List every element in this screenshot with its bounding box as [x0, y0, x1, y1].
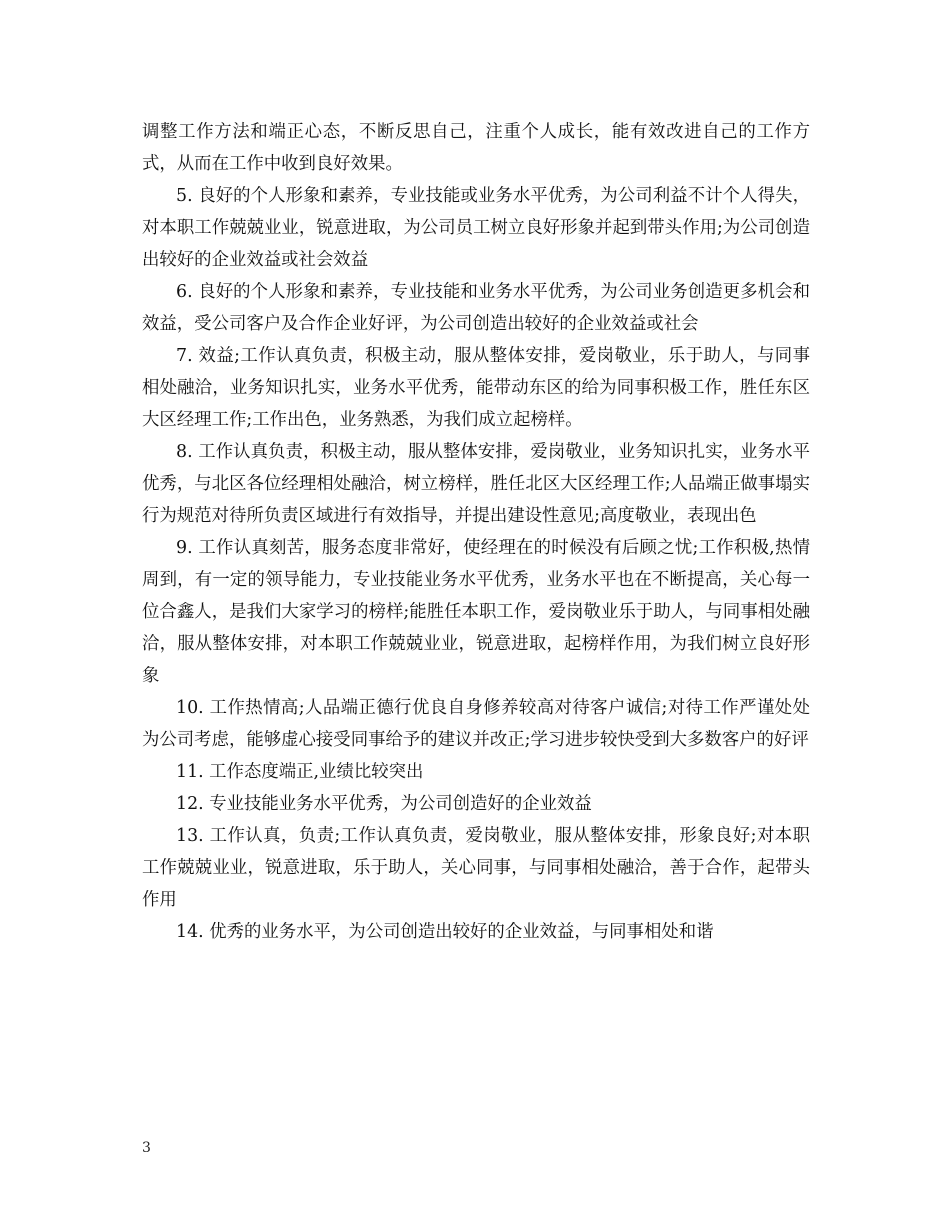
paragraph-item-13: 13. 工作认真，负责;工作认真负责，爱岗敬业，服从整体安排，形象良好;对本职工作兢兢业业，锐意进取，乐于助人，关心同事，与同事相处融洽，善于合作，起带头作用: [142, 826, 810, 910]
paragraph-item-9: 9. 工作认真刻苦，服务态度非常好，使经理在的时候没有后顾之忧;工作积极,热情周到，有一定的领导能力，专业技能业务水平优秀，业务水平也在不断提高，关心每一位合鑫人，是我们大家学习的榜样;能胜任本职工作，爱岗敬业乐于助人，与同事相处融洽，服从整体安排，对本职工作兢兢业业，锐意进取，起榜样作用，为我们树立良好形象: [142, 538, 810, 686]
paragraph-item-6: 6. 良好的个人形象和素养，专业技能和业务水平优秀，为公司业务创造更多机会和效益，受公司客户及合作企业好评，为公司创造出较好的企业效益或社会: [142, 282, 810, 334]
paragraph-item-12: 12. 专业技能业务水平优秀，为公司创造好的企业效益: [176, 794, 592, 814]
paragraph-item-8: 8. 工作认真负责，积极主动，服从整体安排，爱岗敬业，业务知识扎实，业务水平优秀，与北区各位经理相处融洽，树立榜样，胜任北区大区经理工作;人品端正做事塌实行为规范对待所负责区域进行有效指导，并提出建设性意见;高度敬业，表现出色: [142, 442, 810, 526]
paragraph-0: 调整工作方法和端正心态，不断反思自己，注重个人成长，能有效改进自己的工作方式，从而在工作中收到良好效果。: [142, 122, 810, 174]
paragraph-item-10: 10. 工作热情高;人品端正德行优良自身修养较高对待客户诚信;对待工作严谨处处为公司考虑，能够虚心接受同事给予的建议并改正;学习进步较快受到大多数客户的好评: [142, 698, 810, 750]
document-body: [142, 116, 810, 948]
page-number: 3: [142, 1140, 151, 1156]
paragraph-item-11: 11. 工作态度端正,业绩比较突出: [176, 762, 424, 782]
paragraph-item-5: 5. 良好的个人形象和素养，专业技能或业务水平优秀，为公司利益不计个人得失，对本职工作兢兢业业，锐意进取，为公司员工树立良好形象并起到带头作用;为公司创造出较好的企业效益或社会效益: [142, 186, 810, 270]
paragraph-item-7: 7. 效益;工作认真负责，积极主动，服从整体安排，爱岗敬业，乐于助人，与同事相处融洽，业务知识扎实，业务水平优秀，能带动东区的给为同事积极工作，胜任东区大区经理工作;工作出色，业务熟悉，为我们成立起榜样。: [142, 346, 810, 430]
paragraph-item-14: 14. 优秀的业务水平，为公司创造出较好的企业效益，与同事相处和谐: [176, 922, 714, 942]
